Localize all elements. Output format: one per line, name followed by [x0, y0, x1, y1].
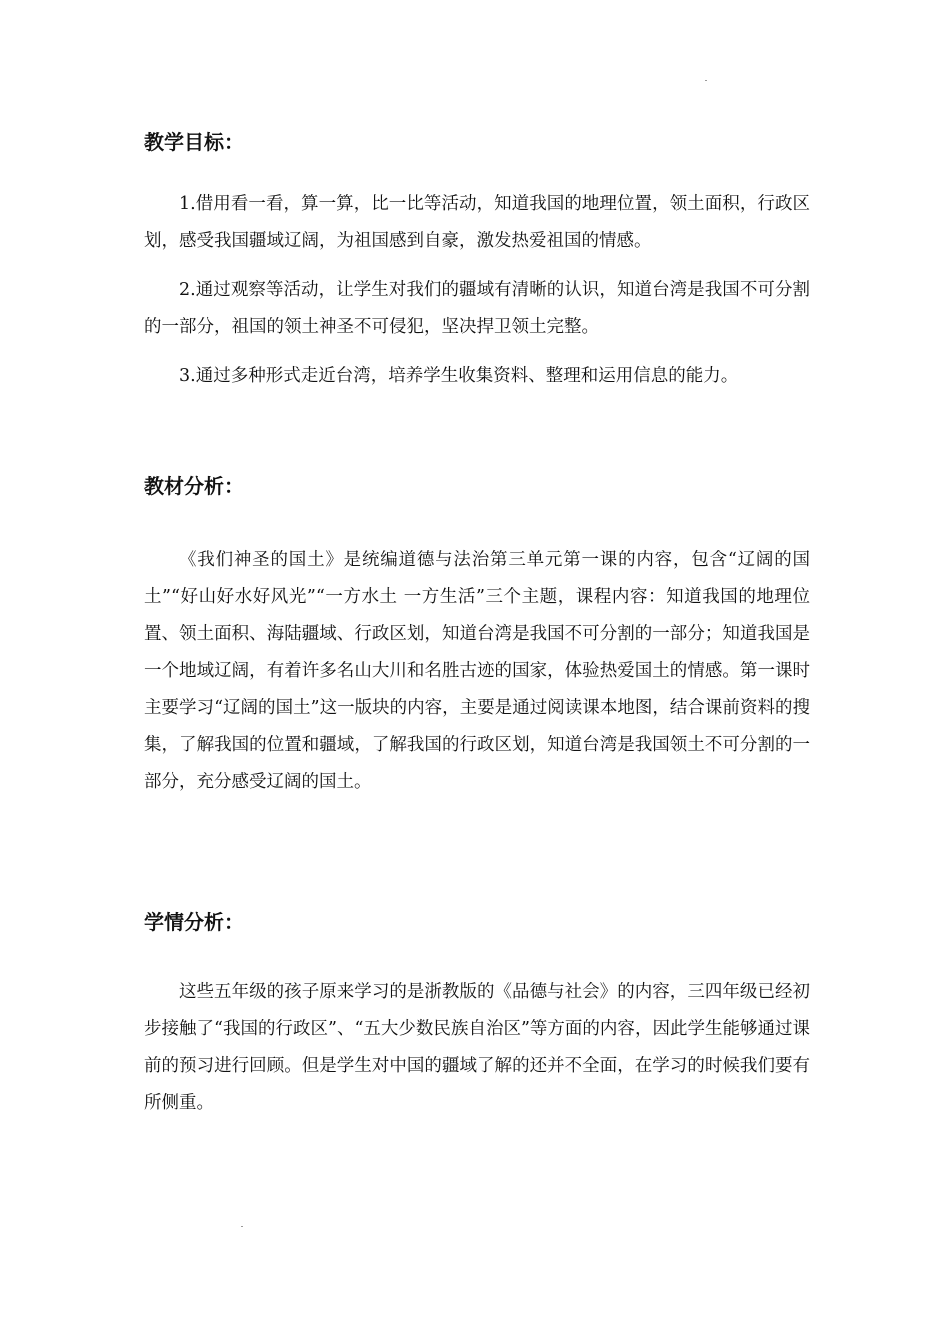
textbook-analysis-paragraph: 《我们神圣的国土》是统编道德与法治第三单元第一课的内容，包含“辽阔的国土”“好山好水好风光”“一方水土 一方生活”三个主题，课程内容：知道我国的地理位置、领土面积、海陆疆域、行政区划，知道台湾是我国不可分割的一部分；知道我国是一个地域辽阔，有着许多名山大川和名胜古迹的国家，体验热爱国土的情感。第一课时主要学习“辽阔的国土”这一版块的内容，主要是通过阅读课本地图，结合课前资料的搜集，了解我国的位置和疆域，了解我国的行政区划，知道台湾是我国领土不可分割的一部分，充分感受辽阔的国土。 [144, 550, 810, 792]
student-analysis-paragraph: 这些五年级的孩子原来学习的是浙教版的《品德与社会》的内容，三四年级已经初步接触了“我国的行政区”、“五大少数民族自治区”等方面的内容，因此学生能够通过课前的预习进行回顾。但是学生对中国的疆域了解的还并不全面，在学习的时候我们要有所侧重。 [144, 982, 810, 1113]
section-heading: 学情分析： [144, 910, 244, 934]
section-heading: 教学目标： [144, 130, 244, 154]
section-teaching-objectives [144, 128, 810, 395]
section-student-analysis [144, 908, 810, 1122]
page-mark-bottom [241, 1226, 243, 1227]
objective-paragraph-1: 1.借用看一看，算一算，比一比等活动，知道我国的地理位置，领土面积，行政区划，感受我国疆域辽阔，为祖国感到自豪，激发热爱祖国的情感。 [144, 194, 810, 251]
section-heading: 教材分析： [144, 474, 244, 498]
section-textbook-analysis [144, 472, 810, 801]
objective-paragraph-2: 2.通过观察等活动，让学生对我们的疆域有清晰的认识，知道台湾是我国不可分割的一部分，祖国的领土神圣不可侵犯，坚决捍卫领土完整。 [144, 280, 810, 337]
objective-paragraph-3: 3.通过多种形式走近台湾，培养学生收集资料、整理和运用信息的能力。 [179, 366, 739, 386]
page-mark-top [705, 80, 707, 81]
